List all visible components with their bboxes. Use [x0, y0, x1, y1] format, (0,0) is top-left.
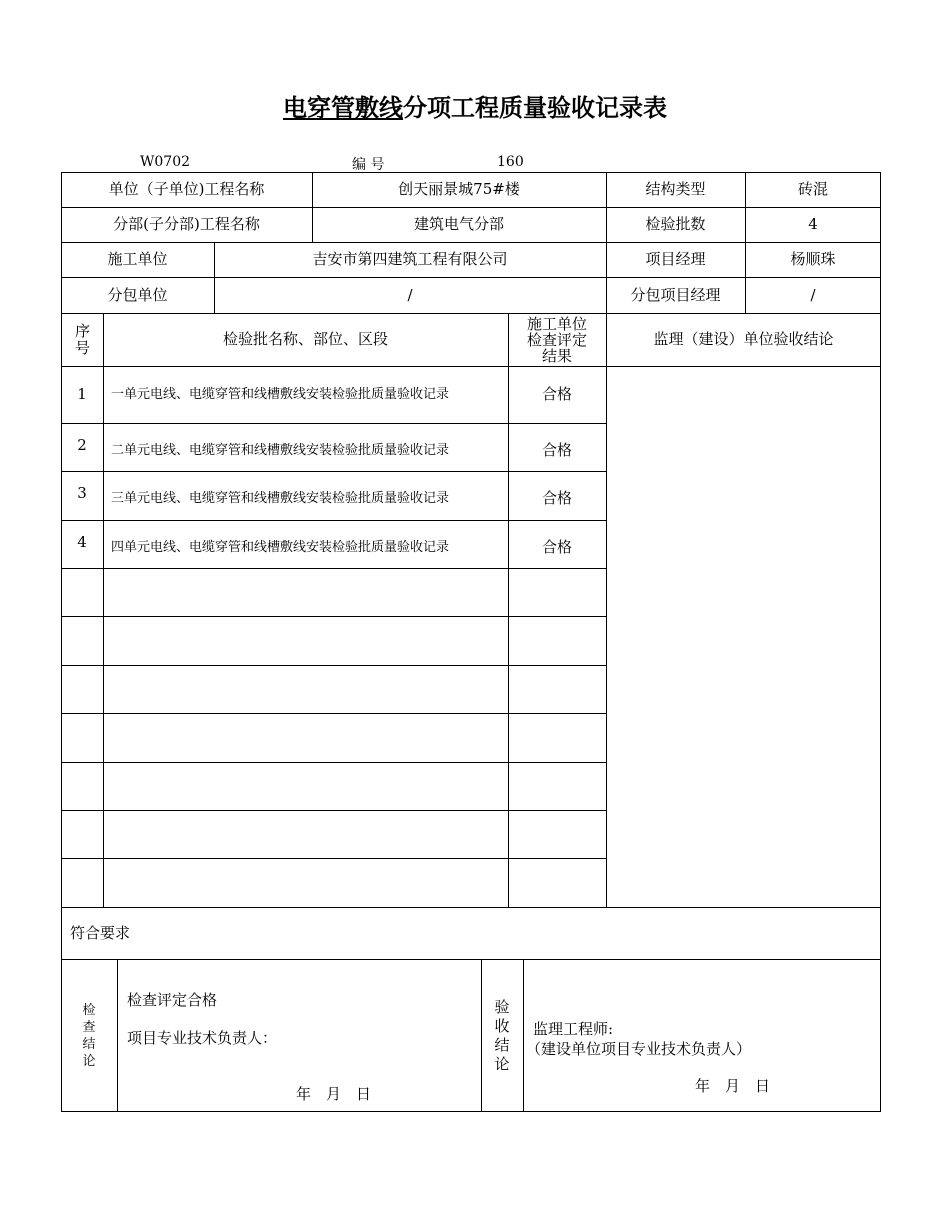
number-value: 160	[497, 154, 524, 170]
row-4-name: 四单元电线、电缆穿管和线槽敷线安装检验批质量验收记录	[111, 539, 450, 555]
structure-type-value: 砖混	[797, 180, 828, 198]
sub-pm-label: 分包项目经理	[630, 285, 721, 304]
contractor-label: 施工单位	[107, 250, 168, 268]
unit-project-value: 创天丽景城75#楼	[398, 180, 520, 198]
date-left: 年 月 日	[296, 1085, 372, 1103]
check-conclusion-label: 检查结论	[82, 1002, 96, 1069]
sub-pm-value: /	[810, 285, 816, 304]
seq-header: 序号	[75, 321, 91, 357]
batch-count-label: 检验批数	[645, 215, 706, 233]
row-2-name: 二单元电线、电缆穿管和线槽敷线安装检验批质量验收记录	[111, 442, 450, 458]
subdivision-label: 分部(子分部)工程名称	[113, 215, 260, 233]
row-2-result: 合格	[541, 440, 572, 459]
batch-count-value: 4	[808, 215, 818, 233]
remark: 符合要求	[70, 923, 131, 942]
row-4-seq: 4	[77, 533, 87, 551]
date-right: 年 月 日	[695, 1077, 771, 1095]
acceptance-conclusion-label: 验收结论	[494, 997, 510, 1073]
form-code: W0702	[140, 154, 191, 170]
structure-type-label: 结构类型	[645, 180, 706, 198]
supervisor-label: 监理工程师:	[533, 1020, 614, 1038]
result-header: 施工单位检查评定结果	[526, 314, 587, 365]
project-manager-value: 杨顺珠	[790, 250, 836, 268]
contractor-value: 吉安市第四建筑工程有限公司	[312, 250, 508, 268]
title-rest: 分项工程质量验收记录表	[403, 93, 667, 122]
row-2-seq: 2	[77, 436, 87, 454]
subcontractor-value: /	[407, 285, 413, 304]
page-title	[0, 88, 950, 123]
row-4-result: 合格	[541, 537, 572, 556]
batch-name-header: 检验批名称、部位、区段	[222, 330, 388, 348]
row-3-result: 合格	[541, 489, 572, 507]
title-underlined: 电穿管敷线	[283, 93, 403, 122]
check-result: 检查评定合格	[127, 991, 218, 1009]
row-3-seq: 3	[77, 484, 87, 502]
unit-project-label: 单位（子单位)工程名称	[108, 180, 265, 198]
conclusion-header: 监理（建设）单位验收结论	[653, 330, 834, 348]
row-1-seq: 1	[77, 385, 87, 403]
number-label: 编 号	[352, 157, 385, 173]
tech-lead-label: 项目专业技术负责人：	[127, 1029, 278, 1047]
row-1-result: 合格	[541, 385, 572, 403]
row-1-name: 一单元电线、电缆穿管和线槽敷线安装检验批质量验收记录	[111, 387, 450, 402]
subdivision-value: 建筑电气分部	[413, 215, 504, 233]
owner-tech-label: （建设单位项目专业技术负责人）	[526, 1040, 752, 1058]
project-manager-label: 项目经理	[645, 250, 706, 268]
row-3-name: 三单元电线、电缆穿管和线槽敷线安装检验批质量验收记录	[111, 491, 450, 506]
subcontractor-label: 分包单位	[107, 285, 168, 304]
